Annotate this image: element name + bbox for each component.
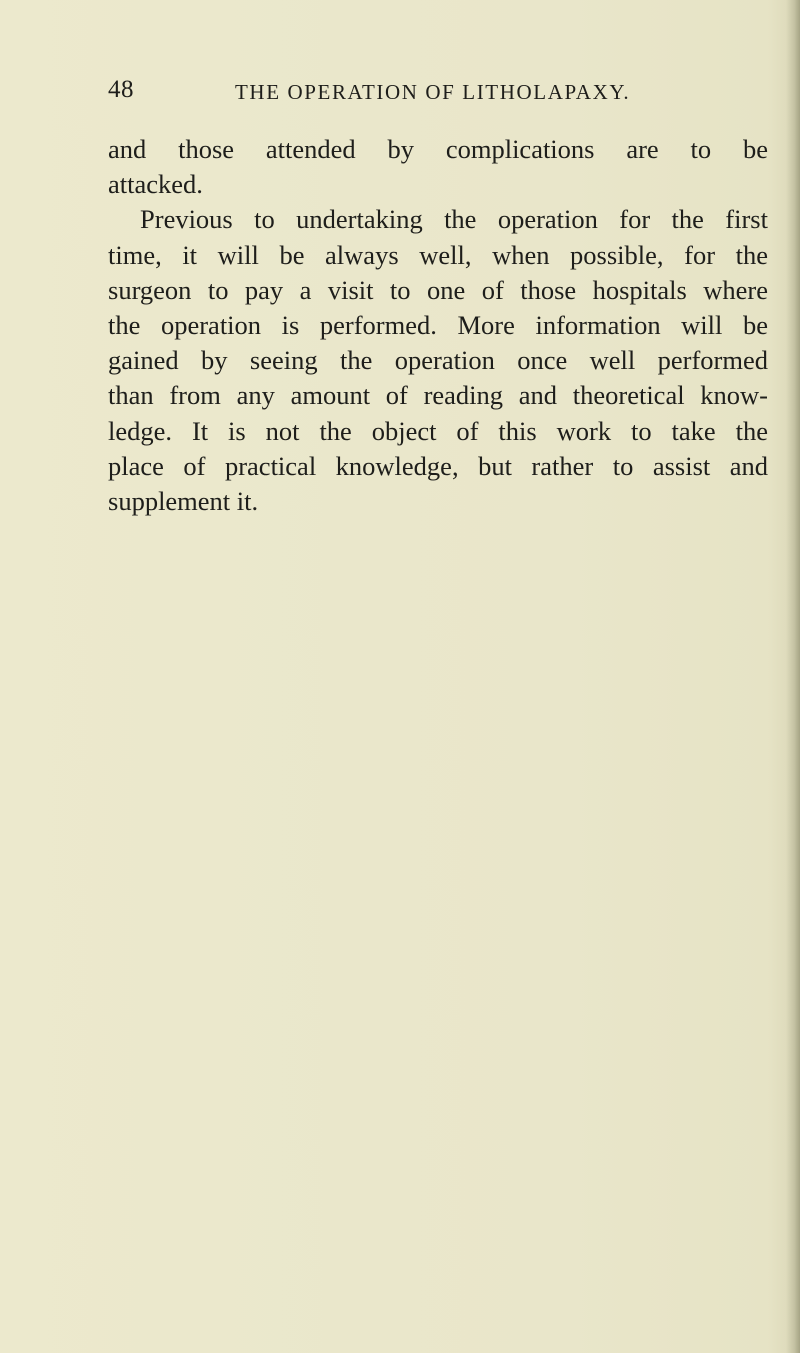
running-title: THE OPERATION OF LITHOLAPAXY.	[235, 80, 631, 104]
text-line: attacked.	[108, 169, 203, 200]
text-line: time, it will be always well, when possible, for the	[108, 239, 768, 270]
text-line: ledge. It is not the object of this work to take the	[108, 415, 768, 446]
text-line: supplement it.	[108, 485, 259, 516]
page-header	[108, 76, 768, 116]
text-line: gained by seeing the operation once well performed	[108, 345, 768, 376]
page-number: 48	[108, 76, 134, 103]
page-edge-shadow	[786, 0, 800, 1353]
body-text	[108, 132, 768, 519]
text-line: Previous to undertaking the operation for the first	[140, 204, 768, 235]
text-line: and those attended by complications are to be	[108, 134, 768, 164]
text-line: than from any amount of reading and theoretical know-	[108, 380, 768, 411]
text-line: surgeon to pay a visit to one of those hospitals where	[108, 274, 768, 305]
text-line: place of practical knowledge, but rather to assist and	[108, 450, 768, 481]
text-line: the operation is performed. More information will be	[108, 309, 768, 340]
